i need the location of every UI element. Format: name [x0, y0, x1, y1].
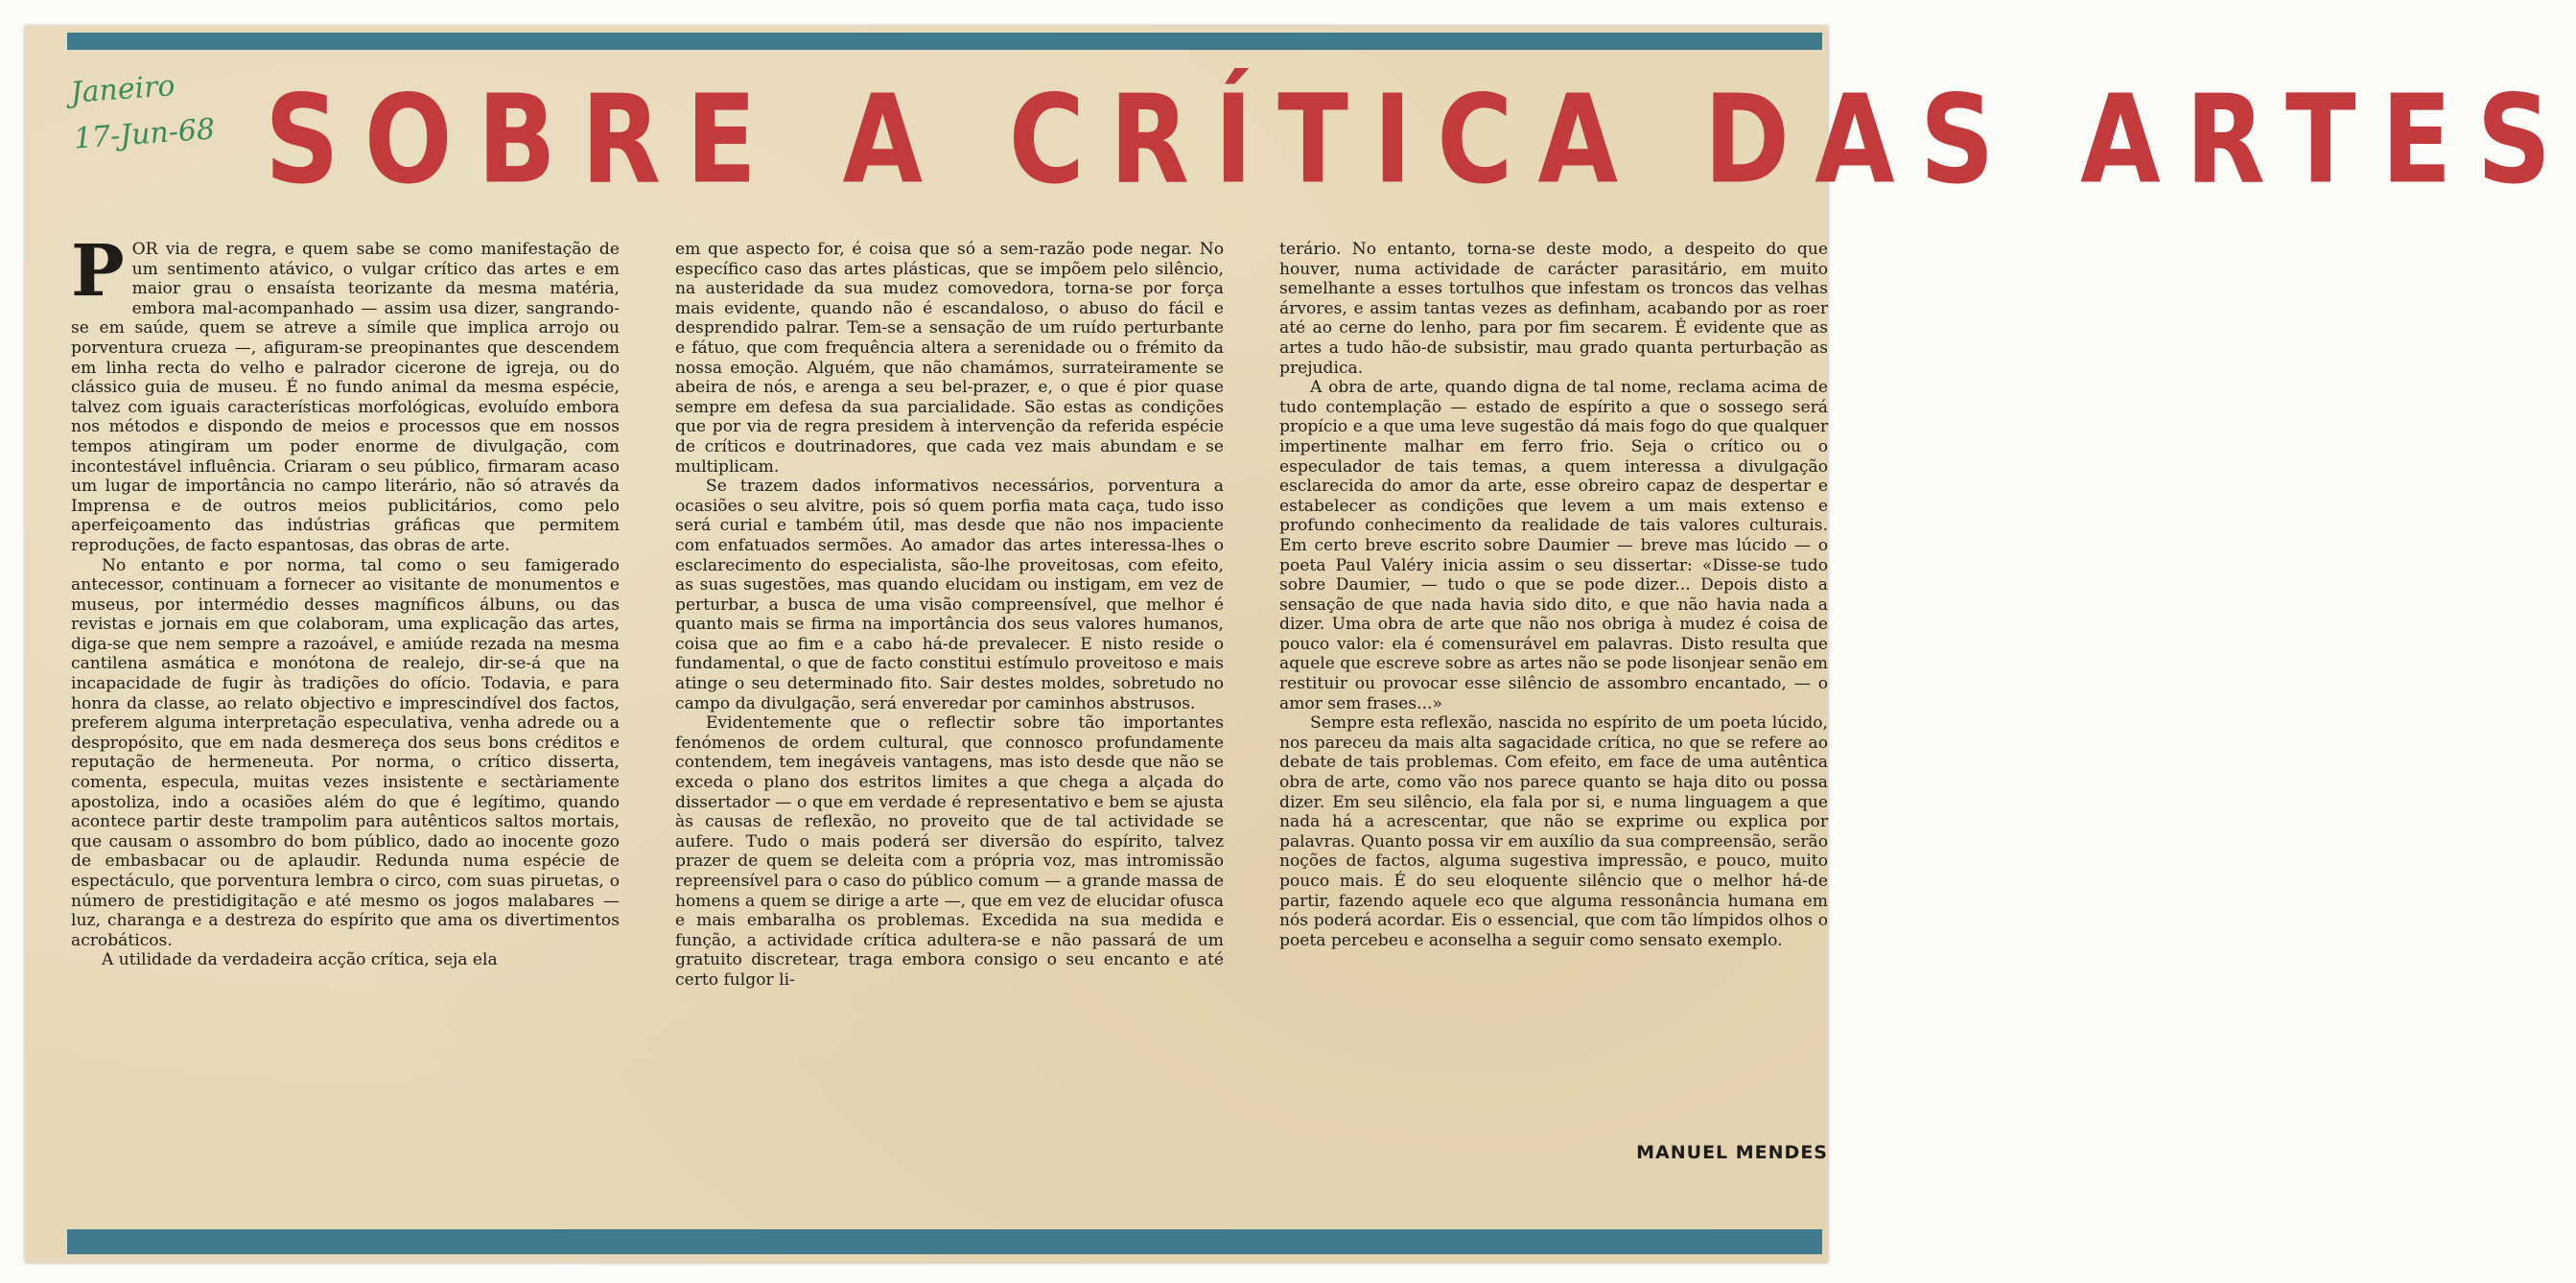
paragraph: terário. No entanto, torna-se deste modo, a despeito do que houver, numa actividade de carácter parasitário, em muito semelhante a esses tortulhos que infestam os troncos das velhas árvores, e assim tantas vezes as definham, acabando por as roer até ao cerne do lenho, para por fim secarem. É evidente que as artes a tudo hão-de subsistir, mau grado quanta perturbação as prejudica. — [1279, 240, 1828, 378]
author-byline: MANUEL MENDES — [1636, 1142, 1828, 1163]
column-3 — [1279, 240, 1828, 1170]
paragraph: em que aspecto for, é coisa que só a sem-razão pode negar. No específico caso das artes plásticas, que se impõem pelo silêncio, na austeridade da sua mudez comovedora, torna-se por força mais evidente, quando não é escandaloso, o abuso do fácil e desprendido palrar. Tem-se a sensação de um ruído perturbante e fátuo, que com frequência altera a serenidade ou o frémito da nossa emoção. Alguém, que não chamámos, surrateiramente se abeira de nós, e arenga a seu bel-prazer, e, o que é pior quase sempre em defesa da sua parcialidade. São estas as condições que por via de regra presidem à intervenção da referida espécie de críticos e doutrinadores, que cada vez mais abundam e se multiplicam. — [675, 240, 1224, 477]
paragraph: Sempre esta reflexão, nascida no espírito de um poeta lúcido, nos pareceu da mais alta sagacidade crítica, no que se refere ao debate de tais problemas. Com efeito, em face de uma autêntica obra de arte, como vão nos parece quanto se haja dito ou possa dizer. Em seu silêncio, ela fala por si, e numa linguagem a que nada há a acrescentar, que não se exprime ou explica por palavras. Quanto possa vir em auxílio da sua compreensão, serão noções de factos, alguma sugestiva impressão, e pouco, muito pouco mais. É do seu eloquente silêncio que o melhor há-de partir, fazendo aquele eco que alguma ressonância humana em nós poderá acordar. Eis o essencial, que com tão límpidos olhos o poeta percebeu e aconselha a seguir como sensato exemplo. — [1279, 713, 1828, 950]
column-1 — [71, 230, 620, 1170]
paragraph: Se trazem dados informativos necessários, porventura a ocasiões o seu alvitre, pois só quem porfia mata caça, tudo isso será curial e também útil, mas desde que não nos impaciente com enfatuados sermões. Ao amador das artes interessa-lhes o esclarecimento do especialista, são-lhe proveitosas, com efeito, as suas sugestões, mas quando elucidam ou instigam, em vez de perturbar, a busca de uma visão compreensível, que melhor é quanto mais se firma na importância dos seus valores humanos, coisa que ao fim e a cabo há-de prevalecer. E nisto reside o fundamental, o que de facto constitui estímulo proveitoso e mais atinge o seu determinado fito. Sair destes moldes, sobretudo no campo da divulgação, será enveredar por caminhos abstrusos. — [675, 477, 1224, 713]
handwritten-line-1: Janeiro — [69, 69, 176, 110]
handwritten-line-2: 17-Jun-68 — [72, 112, 217, 156]
paragraph: Evidentemente que o reflectir sobre tão importantes fenómenos de ordem cultural, que connosco profundamente contendem, tem inegáveis vantagens, mas isto desde que não se exceda o plano dos estritos limites a que chega a alçada do dissertador — o que em verdade é representativo e bem se ajusta às causas de reflexão, no proveito que de tal actividade se aufere. Tudo o mais poderá ser diversão do espírito, talvez prazer de quem se deleita com a própria voz, mas intromissão repreensível para o caso do público comum — a grande massa de homens a quem se dirige a arte —, que em vez de elucidar ofusca e mais embaralha os problemas. Excedida na sua medida e função, a actividade crítica adultera-se e não passará de um gratuito discretear, traga embora consigo o seu encanto e até certo fulgor li- — [675, 713, 1224, 990]
paragraph: A obra de arte, quando digna de tal nome, reclama acima de tudo contemplação — estado de espírito a que o sossego será propício e a que uma leve sugestão dá mais fogo do que qualquer impertinente malhar em ferro frio. Seja o crítico ou o especulador de tais temas, a quem interessa a divulgação esclarecida do amor da arte, esse obreiro capaz de despertar e estabelecer as condições que levem a um mais extenso e profundo conhecimento da realidade de tais valores culturais. Em certo breve escrito sobre Daumier — breve mas lúcido — o poeta Paul Valéry inicia assim o seu dissertar: «Disse-se tudo sobre Daumier, — tudo o que se pode dizer... Depois disto a sensação de que nada havia sido dito, e que não havia nada a dizer. Uma obra de arte que não nos obriga à mudez é coisa de pouco valor: ela é comensurável em palavras. Disto resulta que aquele que escreve sobre as artes não se pode lisonjear senão em restituir ou provocar esse silêncio de assombro encantado, — o amor sem frases...» — [1279, 378, 1828, 713]
top-rule — [67, 33, 1822, 50]
article-body — [71, 230, 1828, 1170]
drop-cap: P — [71, 230, 125, 313]
handwritten-date-note — [69, 58, 259, 186]
newspaper-clipping — [25, 26, 2576, 1263]
paragraph: A utilidade da verdadeira acção crítica, seja ela — [102, 950, 498, 970]
column-2 — [675, 240, 1224, 1170]
headline: SOBRE A CRÍTICA DAS ARTES — [265, 69, 2576, 212]
bottom-rule — [67, 1229, 1822, 1254]
paragraph: No entanto e por norma, tal como o seu famigerado antecessor, continuam a fornecer ao visitante de monumentos e museus, por intermédio desses magníficos álbuns, ou das revistas e jornais em que colaboram, uma explicação das artes, diga-se que nem sempre a razoável, e amiúde rezada na mesma cantilena asmática e monótona de realejo, dir-se-á que na incapacidade de fugir às tradições do ofício. Todavia, e para honra da classe, ao relato objectivo e imprescindível dos factos, preferem alguma interpretação especulativa, venha adrede ou a despropósito, que em nada desmereça dos seus bons créditos e reputação de hermeneuta. Por norma, o crítico disserta, comenta, especula, muitas vezes insistente e sectàriamente apostoliza, indo a ocasiões além do que é legítimo, quando acontece partir deste trampolim para autênticos saltos mortais, que causam o assombro do bom público, dado ao inocente gozo de embasbacar ou de aplaudir. Redunda numa espécie de espectáculo, que porventura lembra o circo, com suas piruetas, o número de prestidigitação e até mesmo os jogos malabares — luz, charanga e a destreza do espírito que ama os divertimentos acrobáticos. — [71, 555, 620, 950]
paragraph-text: OR via de regra, e quem sabe se como manifestação de um sentimento atávico, o vulgar crítico das artes e em maior grau o ensaísta teorizante da mesma matéria, embora mal-acompanhado — assim usa dizer, sangrando-se em saúde, quem se atreve a símile que implica arrojo ou porventura crueza —, afiguram-se preopinantes que descendem em linha recta do velho e palrador cicerone de igreja, ou do clássico guia de museu. É no fundo animal da mesma espécie, talvez com iguais características morfológicas, evoluído embora nos métodos e dispondo de meios e processos que em nossos tempos atingiram um poder enorme de divulgação, com incontestável influência. Criaram o seu público, firmaram acaso um lugar de importância no campo literário, não só através da Imprensa e de outros meios publicitários, como pelo aperfeiçoamento das indústrias gráficas que permitem reproduções, de facto espantosas, das obras de arte. — [71, 240, 620, 555]
paragraph — [71, 230, 620, 556]
